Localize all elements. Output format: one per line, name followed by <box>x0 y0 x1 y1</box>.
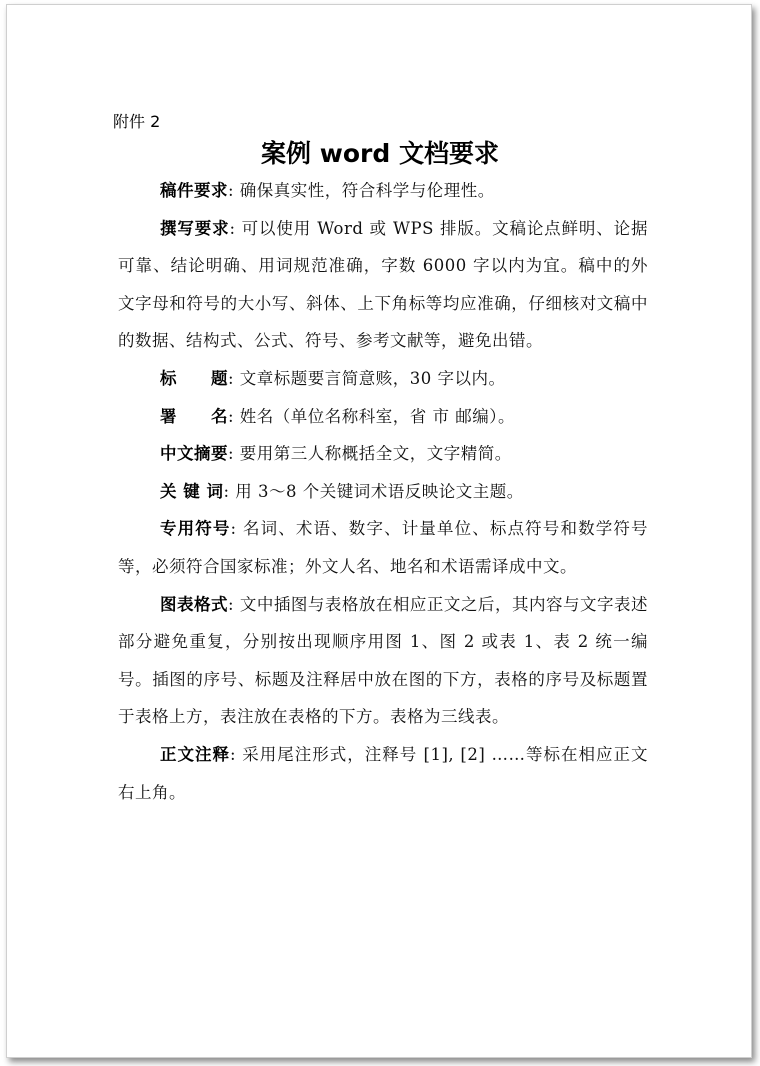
document-body <box>118 172 648 811</box>
paragraph-text: : 文中插图与表格放在相应正文之后，其内容与文字表述部分避免重复，分别按出现顺序用图 1、图 2 或表 1、表 2 统一编号。插图的序号、标题及注释居中放在图的下方，表格的序号及标题置于表格上方，表注放在表格的下方。表格为三线表。 <box>118 594 648 727</box>
paragraph-label: 中文摘要 <box>160 444 228 464</box>
paragraph-text: : 采用尾注形式，注释号 [1], [2] ……等标在相应正文右上角。 <box>118 744 649 802</box>
paragraph-abstract-rule <box>118 435 648 473</box>
paragraph-label: 标 题 <box>160 368 228 388</box>
paragraph-manuscript-requirements <box>118 172 648 210</box>
paragraph-label: 正文注释 <box>160 744 230 764</box>
paragraph-notes-rule <box>118 736 648 811</box>
paragraph-writing-requirements <box>118 210 648 360</box>
paragraph-symbols-rule <box>118 510 648 585</box>
paragraph-label: 关 键 词 <box>160 481 224 501</box>
paragraph-label: 撰写要求 <box>160 218 230 238</box>
paragraph-text: : 可以使用 Word 或 WPS 排版。文稿论点鲜明、论据可靠、结论明确、用词规范准确，字数 6000 字以内为宜。稿中的外文字母和符号的大小写、斜体、上下角标等均应准确，仔细核对文稿中的数据、结构式、公式、符号、参考文献等，避免出错。 <box>118 218 649 351</box>
paragraph-text: : 名词、术语、数字、计量单位、标点符号和数学符号等，必须符合国家标准；外文人名、地名和术语需译成中文。 <box>118 519 648 576</box>
paragraph-signature-rule <box>118 398 648 436</box>
paragraph-keywords-rule <box>118 473 648 511</box>
paragraph-label: 署 名 <box>160 406 228 426</box>
paragraph-figure-table-rule <box>118 586 648 736</box>
paragraph-text: : 用 3～8 个关键词术语反映论文主题。 <box>223 481 524 501</box>
paragraph-label: 专用符号 <box>160 519 231 539</box>
paragraph-text: : 确保真实性，符合科学与伦理性。 <box>228 181 495 200</box>
attachment-label: 附件 2 <box>113 112 161 131</box>
paragraph-text: : 要用第三人称概括全文，文字精简。 <box>228 444 512 464</box>
paragraph-text: : 文章标题要言简意赅，30 字以内。 <box>228 368 506 388</box>
paragraph-label: 稿件要求 <box>160 181 228 200</box>
paragraph-label: 图表格式 <box>160 594 229 614</box>
page-title: 案例 word 文档要求 <box>261 139 499 168</box>
paragraph-title-rule <box>118 360 648 398</box>
paragraph-text: : 姓名（单位名称科室，省 市 邮编）。 <box>228 406 516 426</box>
